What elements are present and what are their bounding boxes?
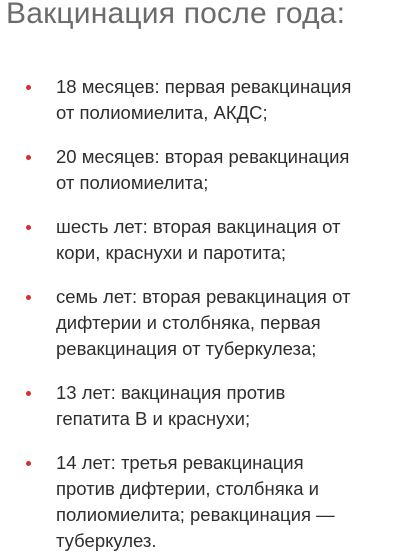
list-item-line: против дифтерии, столбняка и <box>56 478 319 499</box>
list-item-line: от полиомиелита, АКДС; <box>56 102 268 123</box>
list-item-line: шесть лет: вторая вакцинация от <box>56 216 341 237</box>
list-item <box>0 450 400 554</box>
list-item <box>0 144 400 196</box>
list-item-line: ревакцинация от туберкулеза; <box>56 338 317 359</box>
list-item <box>0 284 400 362</box>
bullet-icon <box>26 225 31 230</box>
list-item-line: от полиомиелита; <box>56 172 209 193</box>
list-item-line: туберкулез. <box>56 530 157 551</box>
bullet-icon <box>26 391 31 396</box>
list-item-line: 14 лет: третья ревакцинация <box>56 452 304 473</box>
bullet-icon <box>26 85 31 90</box>
list-item-line: гепатита В и краснухи; <box>56 408 251 429</box>
list-item-line: 13 лет: вакцинация против <box>56 382 286 403</box>
list-item <box>0 74 400 126</box>
list-item-line: дифтерии и столбняка, первая <box>56 312 321 333</box>
vaccination-list <box>0 74 400 554</box>
list-item-line: полиомиелита; ревакцинация — <box>56 504 335 525</box>
section-heading: Вакцинация после года: <box>6 0 346 30</box>
list-item-line: 18 месяцев: первая ревакцинация <box>56 76 352 97</box>
list-item <box>0 380 400 432</box>
list-item <box>0 214 400 266</box>
bullet-icon <box>26 461 31 466</box>
list-item-line: 20 месяцев: вторая ревакцинация <box>56 146 350 167</box>
list-item-line: кори, краснухи и паротита; <box>56 242 287 263</box>
bullet-icon <box>26 155 31 160</box>
bullet-icon <box>26 295 31 300</box>
list-item-line: семь лет: вторая ревакцинация от <box>56 286 351 307</box>
